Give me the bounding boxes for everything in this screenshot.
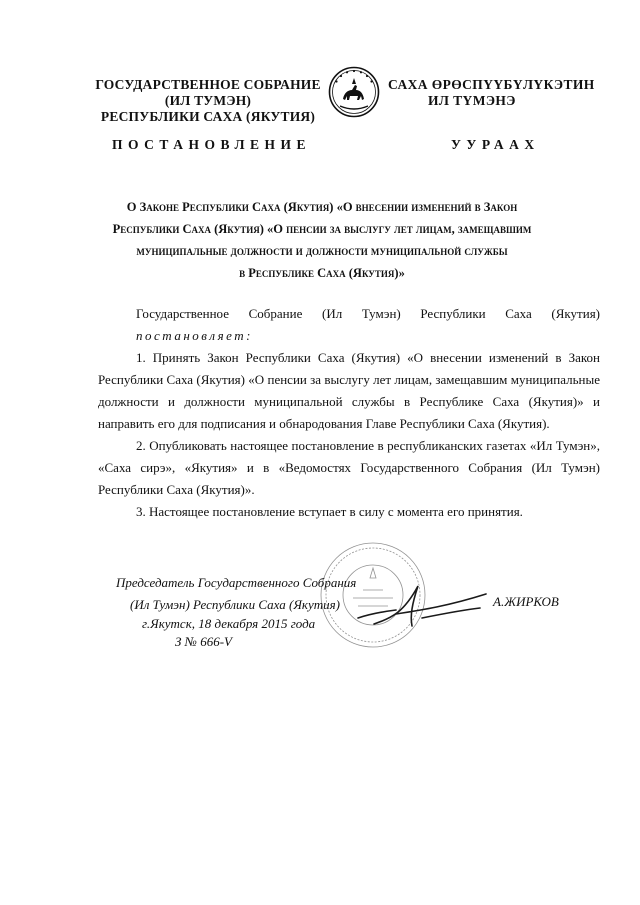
title-line3: муниципальные должности и должности муниципальной службы (136, 244, 508, 258)
body-item-3: 3. Настоящее постановление вступает в силу с момента его принятия. (136, 504, 523, 519)
title-line4: в Республике Саха (Якутия)» (239, 266, 405, 280)
doc-type-sakha: УУРААХ (451, 137, 540, 152)
signature-position-line1: Председатель Государственного Собрания (116, 575, 357, 590)
body-item-1: 1. Принять Закон Республики Саха (Якутия) «О внесении изменений в Закон Республики Саха (Якутия) «О пенсии за выслугу лет лицам, замещавшим муниципальные должности и должности муниципальной службы в Республике Саха (Якутия)» и направить его для подписания и обнародования Главе Республики Саха (Якутия). (98, 350, 600, 431)
doc-type-ru: ПОСТАНОВЛЕНИЕ (112, 137, 312, 152)
signature-position (116, 572, 416, 616)
registration-number: З № 666-V (175, 634, 232, 649)
title-line2: Республики Саха (Якутия) «О пенсии за выслугу лет лицам, замещавшим (112, 222, 532, 236)
signer-name: А.ЖИРКОВ (493, 594, 559, 609)
body-item-2: 2. Опубликовать настоящее постановление в республиканских газетах «Ил Тумэн», «Саха сирэ», «Якутия» и в «Ведомостях Государственного Собрания (Ил Тумэн) Республики Саха (Якутия)». (98, 438, 600, 497)
document-title (110, 196, 534, 284)
body-decree-word: постановляет: (136, 328, 253, 343)
header-left-ru (92, 77, 324, 125)
signature-position-line2: (Ил Тумэн) Республики Саха (Якутия) (130, 597, 340, 612)
header-right-line1: САХА ӨРӨСПҮҮБҮЛҮКЭТИН (388, 77, 595, 92)
header-right-sakha (388, 77, 598, 109)
header-right-line2: ИЛ ТҮМЭНЭ (428, 93, 516, 108)
header-left-line1: ГОСУДАРСТВЕННОЕ СОБРАНИЕ (95, 77, 321, 92)
sakha-coat-of-arms-icon (328, 66, 380, 118)
header-left-line2: (ИЛ ТУМЭН) (164, 93, 252, 108)
body-intro: Государственное Собрание (Ил Тумэн) Республики Саха (Якутия) (136, 306, 600, 321)
header-left-line3: РЕСПУБЛИКИ САХА (ЯКУТИЯ) (100, 109, 316, 124)
place-and-date: г.Якутск, 18 декабря 2015 года (142, 616, 316, 631)
document-body (98, 303, 600, 523)
title-line1: О Законе Республики Саха (Якутия) «О внесении изменений в Закон (126, 200, 518, 214)
